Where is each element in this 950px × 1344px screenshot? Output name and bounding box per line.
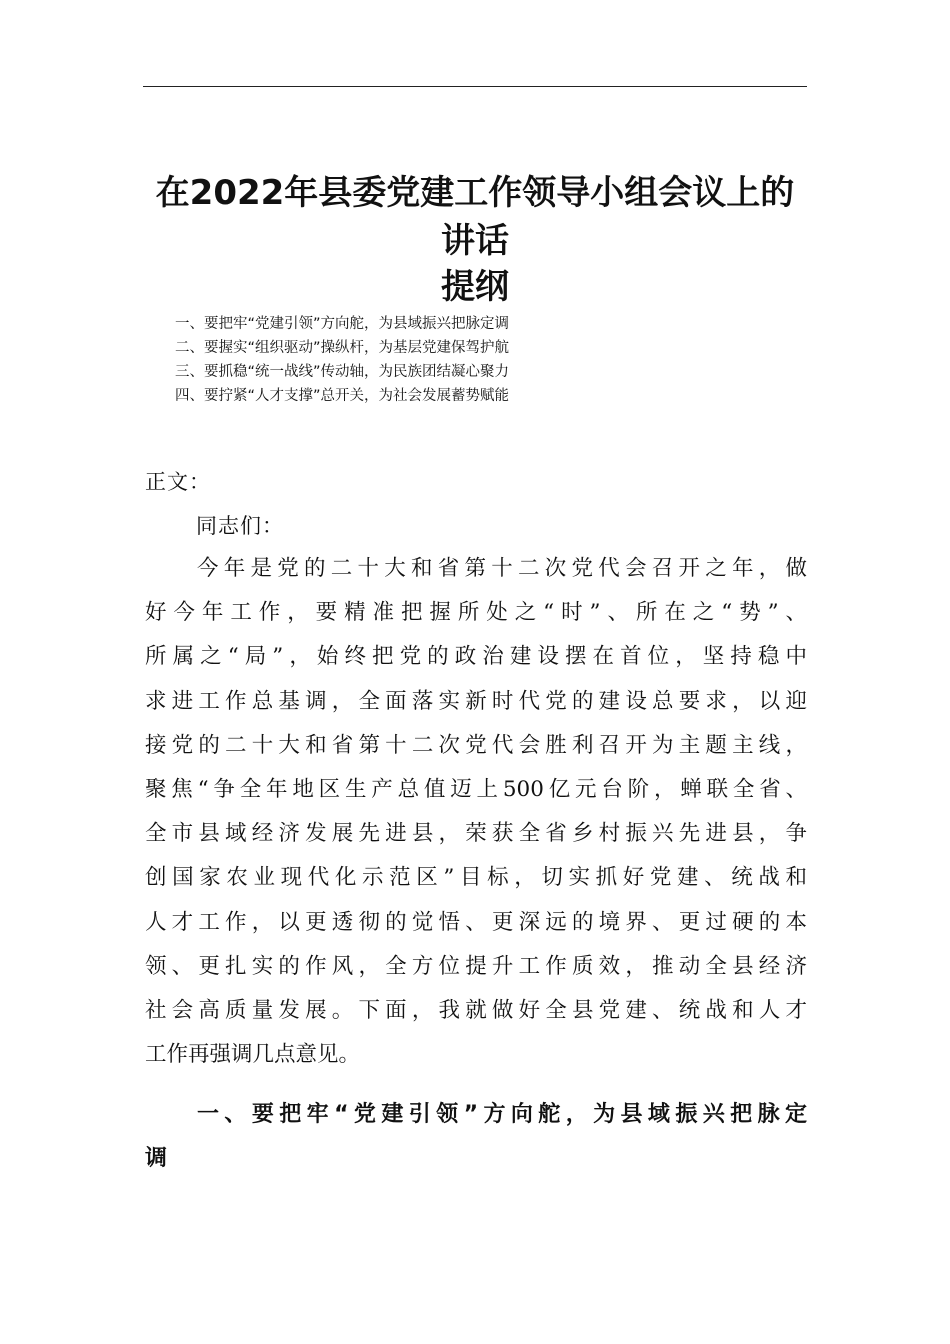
header-rule xyxy=(143,86,807,87)
paragraph-line: 创国家农业现代化示范区”目标，切实抓好党建、统战和 xyxy=(145,865,807,891)
outline-item: 一、要把牢“党建引领”方向舵，为县域振兴把脉定调 xyxy=(175,316,510,332)
section-heading-1 xyxy=(145,1093,807,1181)
paragraph-line: 接党的二十大和省第十二次党代会胜利召开为主题主线， xyxy=(145,732,807,758)
paragraph-line: 人才工作，以更透彻的觉悟、更深远的境界、更过硬的本 xyxy=(145,909,807,935)
outline-item: 四、要拧紧“人才支撑”总开关，为社会发展蓄势赋能 xyxy=(175,388,510,404)
section-heading-line: 一、要把牢“党建引领”方向舵，为县域振兴把脉定 xyxy=(197,1102,807,1127)
paragraph-line: 好今年工作，要精准把握所处之“时”、所在之“势”、 xyxy=(145,600,807,626)
paragraph-line: 聚焦“争全年地区生产总值迈上500亿元台阶，蝉联全省、 xyxy=(145,776,807,802)
section-heading-line: 调 xyxy=(145,1146,168,1171)
paragraph-line: 求进工作总基调，全面落实新时代党的建设总要求，以迎 xyxy=(145,688,807,714)
outline-list xyxy=(175,312,775,408)
outline-item: 二、要握实“组织驱动”操纵杆，为基层党建保驾护航 xyxy=(175,340,510,356)
paragraph-line: 所属之“局”，始终把党的政治建设摆在首位，坚持稳中 xyxy=(145,644,807,670)
document-subtitle: 提纲 xyxy=(441,267,509,307)
body-paragraph xyxy=(145,547,807,1077)
document-title-line-1: 在2022年县委党建工作领导小组会议上的 xyxy=(155,173,795,213)
paragraph-line: 今年是党的二十大和省第十二次党代会召开之年，做 xyxy=(197,556,807,581)
paragraph-line: 社会高质量发展。下面，我就做好全县党建、统战和人才 xyxy=(145,997,807,1023)
paragraph-line: 工作再强调几点意见。 xyxy=(145,1042,361,1068)
greeting: 同志们： xyxy=(196,514,284,538)
body-label: 正文： xyxy=(145,470,211,494)
paragraph-line: 全市县域经济发展先进县，荣获全省乡村振兴先进县，争 xyxy=(145,821,807,847)
outline-item: 三、要抓稳“统一战线”传动轴，为民族团结凝心聚力 xyxy=(175,364,510,380)
document-title-line-2: 讲话 xyxy=(441,221,509,261)
paragraph-line: 领、更扎实的作风，全方位提升工作质效，推动全县经济 xyxy=(145,953,807,979)
